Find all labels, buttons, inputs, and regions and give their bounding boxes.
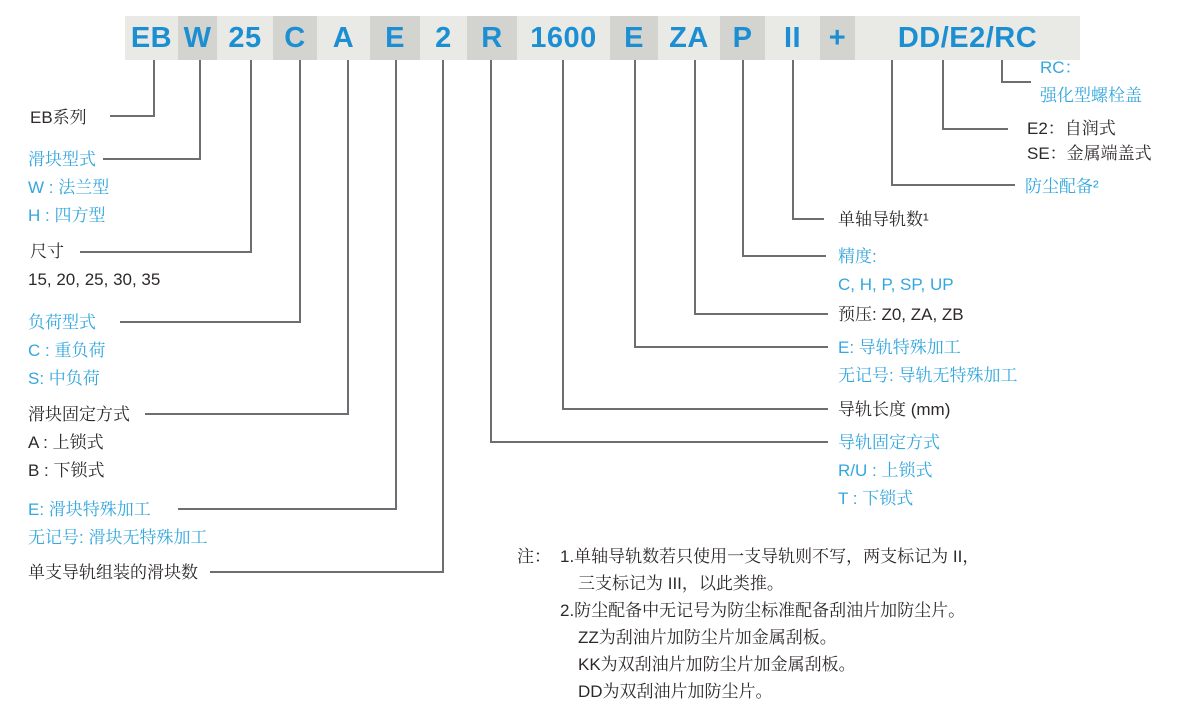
note-1-line2: 三支标记为 III，以此类推。: [578, 574, 784, 593]
label-block-type-title: 滑块型式: [28, 150, 96, 169]
label-load-s: S: 中负荷: [28, 369, 100, 388]
code-segment-block-type: W: [178, 16, 217, 60]
connector-eb-horizontal: [110, 115, 155, 117]
connector-blockspecial-horizontal: [178, 508, 397, 510]
note-1-line1: 1.单轴导轨数若只使用一支导轨则不写，两支标记为 II，: [560, 547, 980, 566]
label-rc-desc: 强化型螺栓盖: [1040, 86, 1142, 105]
connector-railspecial-vertical: [634, 60, 636, 348]
code-segment-rail-length: 1600: [517, 16, 610, 60]
connector-railcount-vertical: [792, 60, 794, 220]
label-rail-special-e: E: 导轨特殊加工: [838, 338, 961, 357]
label-preload: 预压: Z0, ZA, ZB: [838, 305, 964, 324]
label-rail-fix-t: T : 下锁式: [838, 489, 914, 508]
label-load-title: 负荷型式: [28, 313, 96, 332]
code-segment-load: C: [273, 16, 317, 60]
label-size-title: 尺寸: [30, 242, 64, 261]
note-2-line4: DD为双刮油片加防尘片。: [578, 682, 773, 701]
label-block-special-e: E: 滑块特殊加工: [28, 500, 151, 519]
code-segment-precision: P: [720, 16, 765, 60]
code-segment-block-count: 2: [420, 16, 467, 60]
label-rail-special-none: 无记号: 导轨无特殊加工: [838, 366, 1018, 385]
note-2-line3: KK为双刮油片加防尘片加金属刮板。: [578, 655, 856, 674]
label-load-c: C : 重负荷: [28, 341, 106, 360]
label-eb-series: EB系列: [30, 108, 87, 127]
connector-rc-horizontal: [1001, 81, 1031, 83]
label-rail-length: 导轨长度 (mm): [838, 400, 951, 419]
code-segment-series: EB: [125, 16, 178, 60]
label-block-fix-title: 滑块固定方式: [28, 405, 130, 424]
connector-raillength-vertical: [562, 60, 564, 410]
code-segment-preload: ZA: [658, 16, 720, 60]
connector-railspecial-horizontal: [634, 346, 828, 348]
connector-raillength-horizontal: [562, 408, 828, 410]
label-rail-fix-ru: R/U : 上锁式: [838, 461, 933, 480]
code-segment-rail-special: E: [610, 16, 658, 60]
connector-e2-horizontal: [942, 128, 1008, 130]
note-2-line1: 2.防尘配备中无记号为防尘标准配备刮油片加防尘片。: [560, 601, 966, 620]
code-segment-rail-fix: R: [467, 16, 517, 60]
label-rails-count: 单轴导轨数¹: [838, 210, 929, 229]
code-segment-block-fix: A: [317, 16, 370, 60]
label-rail-fix-title: 导轨固定方式: [838, 433, 940, 452]
connector-blockspecial-vertical: [395, 60, 397, 510]
label-precision-title: 精度:: [838, 247, 877, 266]
connector-e2-vertical: [942, 60, 944, 130]
connector-load-horizontal: [120, 321, 301, 323]
code-segment-plus: +: [820, 16, 855, 60]
label-dust: 防尘配备²: [1025, 177, 1099, 196]
connector-dust-horizontal: [891, 184, 1015, 186]
label-rc-title: RC：: [1040, 58, 1082, 77]
label-block-fix-a: A : 上锁式: [28, 433, 104, 452]
label-blocks-per-rail: 单支导轨组装的滑块数: [28, 563, 198, 582]
connector-load-vertical: [299, 60, 301, 323]
connector-size-vertical: [250, 60, 252, 253]
note-prefix: 注：: [517, 547, 551, 566]
connector-preload-vertical: [694, 60, 696, 315]
label-se: SE：金属端盖式: [1027, 144, 1152, 163]
label-block-type-h: H : 四方型: [28, 206, 106, 225]
connector-eb-vertical: [153, 60, 155, 117]
label-size-values: 15, 20, 25, 30, 35: [28, 270, 161, 289]
code-segment-block-special: E: [370, 16, 420, 60]
label-block-special-none: 无记号: 滑块无特殊加工: [28, 528, 208, 547]
connector-blockcount-horizontal: [210, 571, 444, 573]
connector-dust-vertical: [891, 60, 893, 186]
label-e2: E2：自润式: [1027, 119, 1116, 138]
label-block-fix-b: B : 下锁式: [28, 461, 105, 480]
connector-preload-horizontal: [694, 313, 828, 315]
connector-size-horizontal: [80, 251, 252, 253]
connector-rc-vertical: [1001, 60, 1003, 83]
connector-w-horizontal: [103, 158, 201, 160]
code-segment-size: 25: [217, 16, 273, 60]
connector-blockfix-horizontal: [145, 413, 349, 415]
code-segment-accessories: DD/E2/RC: [855, 16, 1080, 60]
connector-precision-vertical: [742, 60, 744, 257]
label-precision-values: C, H, P, SP, UP: [838, 275, 954, 294]
note-2-line2: ZZ为刮油片加防尘片加金属刮板。: [578, 628, 837, 647]
connector-railcount-horizontal: [792, 218, 824, 220]
connector-w-vertical: [199, 60, 201, 160]
connector-railfix-vertical: [490, 60, 492, 443]
connector-precision-horizontal: [742, 255, 826, 257]
code-segment-rail-count: II: [765, 16, 820, 60]
connector-railfix-horizontal: [490, 441, 828, 443]
connector-blockcount-vertical: [442, 60, 444, 573]
label-block-type-w: W : 法兰型: [28, 178, 110, 197]
connector-blockfix-vertical: [347, 60, 349, 415]
